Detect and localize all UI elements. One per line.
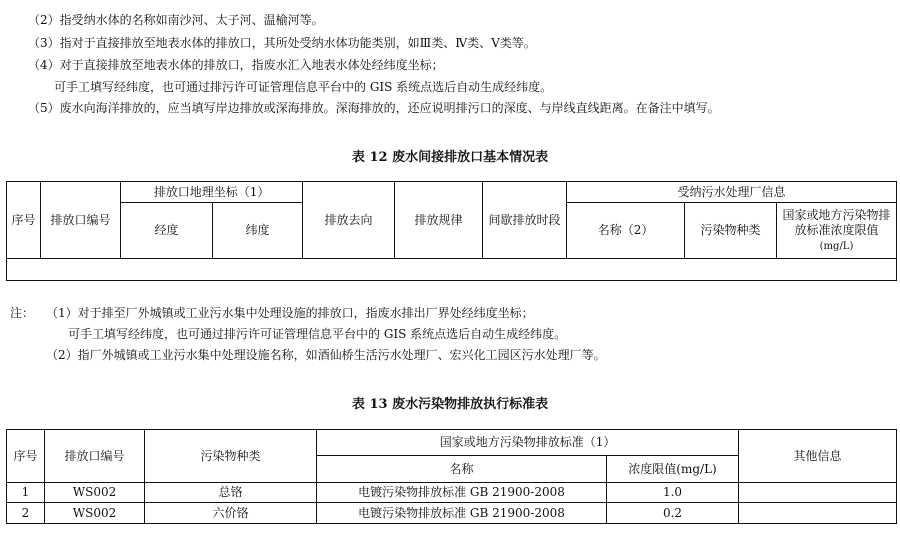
t13-cell-pollutant: 总铬: [145, 483, 317, 503]
t13-header-name: 名称: [317, 456, 607, 483]
t13-header-outlet: 排放口编号: [45, 430, 145, 483]
table-row: [7, 503, 897, 524]
note-top-5: （5）废水向海洋排放的，应当填写岸边排放或深海排放。深海排放的，还应说明排污口的深度、与岸线直线距离。在备注中填写。: [28, 101, 720, 115]
t12-header-rule: 排放规律: [395, 182, 483, 259]
t13-cell-outlet: WS002: [45, 483, 145, 503]
table-row: [7, 483, 897, 503]
t12-header-limit-unit: (mg/L): [819, 240, 854, 252]
t13-cell-seq: 1: [7, 483, 45, 503]
t13-cell-limit: 1.0: [607, 483, 739, 503]
note-top-4-cont: 可手工填写经纬度，也可通过排污许可证管理信息平台中的 GIS 系统点选后自动生成经纬度。: [54, 80, 553, 94]
t13-cell-outlet: WS002: [45, 503, 145, 524]
note-top-3: （3）指对于直接排放至地表水体的排放口，其所处受纳水体功能类别，如Ⅲ类、Ⅳ类、Ⅴ类等。: [28, 36, 536, 50]
t12-header-lon: 经度: [121, 203, 213, 259]
note-mid-1-cont: 可手工填写经纬度，也可通过排污许可证管理信息平台中的 GIS 系统点选后自动生成经纬度。: [68, 327, 567, 341]
t12-empty-row: [7, 259, 897, 281]
t13-header-seq: 序号: [7, 430, 45, 483]
t12-header-pollutant: 污染物种类: [685, 203, 777, 259]
t13-header-standard: 国家或地方污染物排放标准（1）: [317, 430, 739, 456]
t13-header-limit: 浓度限值(mg/L): [607, 456, 739, 483]
note-mid-2: （2）指厂外城镇或工业污水集中处理设施名称，如酒仙桥生活污水处理厂、宏兴化工园区污水处理厂等。: [46, 348, 606, 362]
t13-cell-name: 电镀污染物排放标准 GB 21900-2008: [317, 483, 607, 503]
t12-header-name: 名称（2）: [567, 203, 685, 259]
t12-header-limit-label: 国家或地方污染物排放标准浓度限值: [782, 207, 891, 237]
t13-header-other: 其他信息: [739, 430, 897, 483]
t13-cell-pollutant: 六价铬: [145, 503, 317, 524]
t13-cell-other: [739, 483, 897, 503]
t13-cell-name: 电镀污染物排放标准 GB 21900-2008: [317, 503, 607, 524]
table12-title: 表 12 废水间接排放口基本情况表: [351, 150, 549, 165]
table12: [6, 181, 897, 281]
t12-header-seq: 序号: [7, 182, 41, 259]
t12-header-outlet: 排放口编号: [41, 182, 121, 259]
t12-header-lat: 纬度: [213, 203, 303, 259]
note-top-4: （4）对于直接排放至地表水体的排放口，指废水汇入地表水体处经纬度坐标；: [28, 58, 444, 72]
t12-header-period: 间歇排放时段: [483, 182, 567, 259]
t13-cell-limit: 0.2: [607, 503, 739, 524]
note-mid-prefix: 注：: [10, 306, 35, 320]
table13: [6, 429, 897, 524]
t13-header-pollutant: 污染物种类: [145, 430, 317, 483]
note-mid-1: （1）对于排至厂外城镇或工业污水集中处理设施的排放口，指废水排出厂界处经纬度坐标；: [46, 306, 534, 320]
t12-header-limit: [777, 203, 897, 259]
t13-cell-seq: 2: [7, 503, 45, 524]
t12-header-dest: 排放去向: [303, 182, 395, 259]
table13-title: 表 13 废水污染物排放执行标准表: [351, 397, 549, 412]
t12-header-plant: 受纳污水处理厂信息: [567, 182, 897, 203]
note-top-2: （2）指受纳水体的名称如南沙河、太子河、温榆河等。: [28, 13, 324, 27]
t13-cell-other: [739, 503, 897, 524]
t12-header-coords: 排放口地理坐标（1）: [121, 182, 303, 203]
